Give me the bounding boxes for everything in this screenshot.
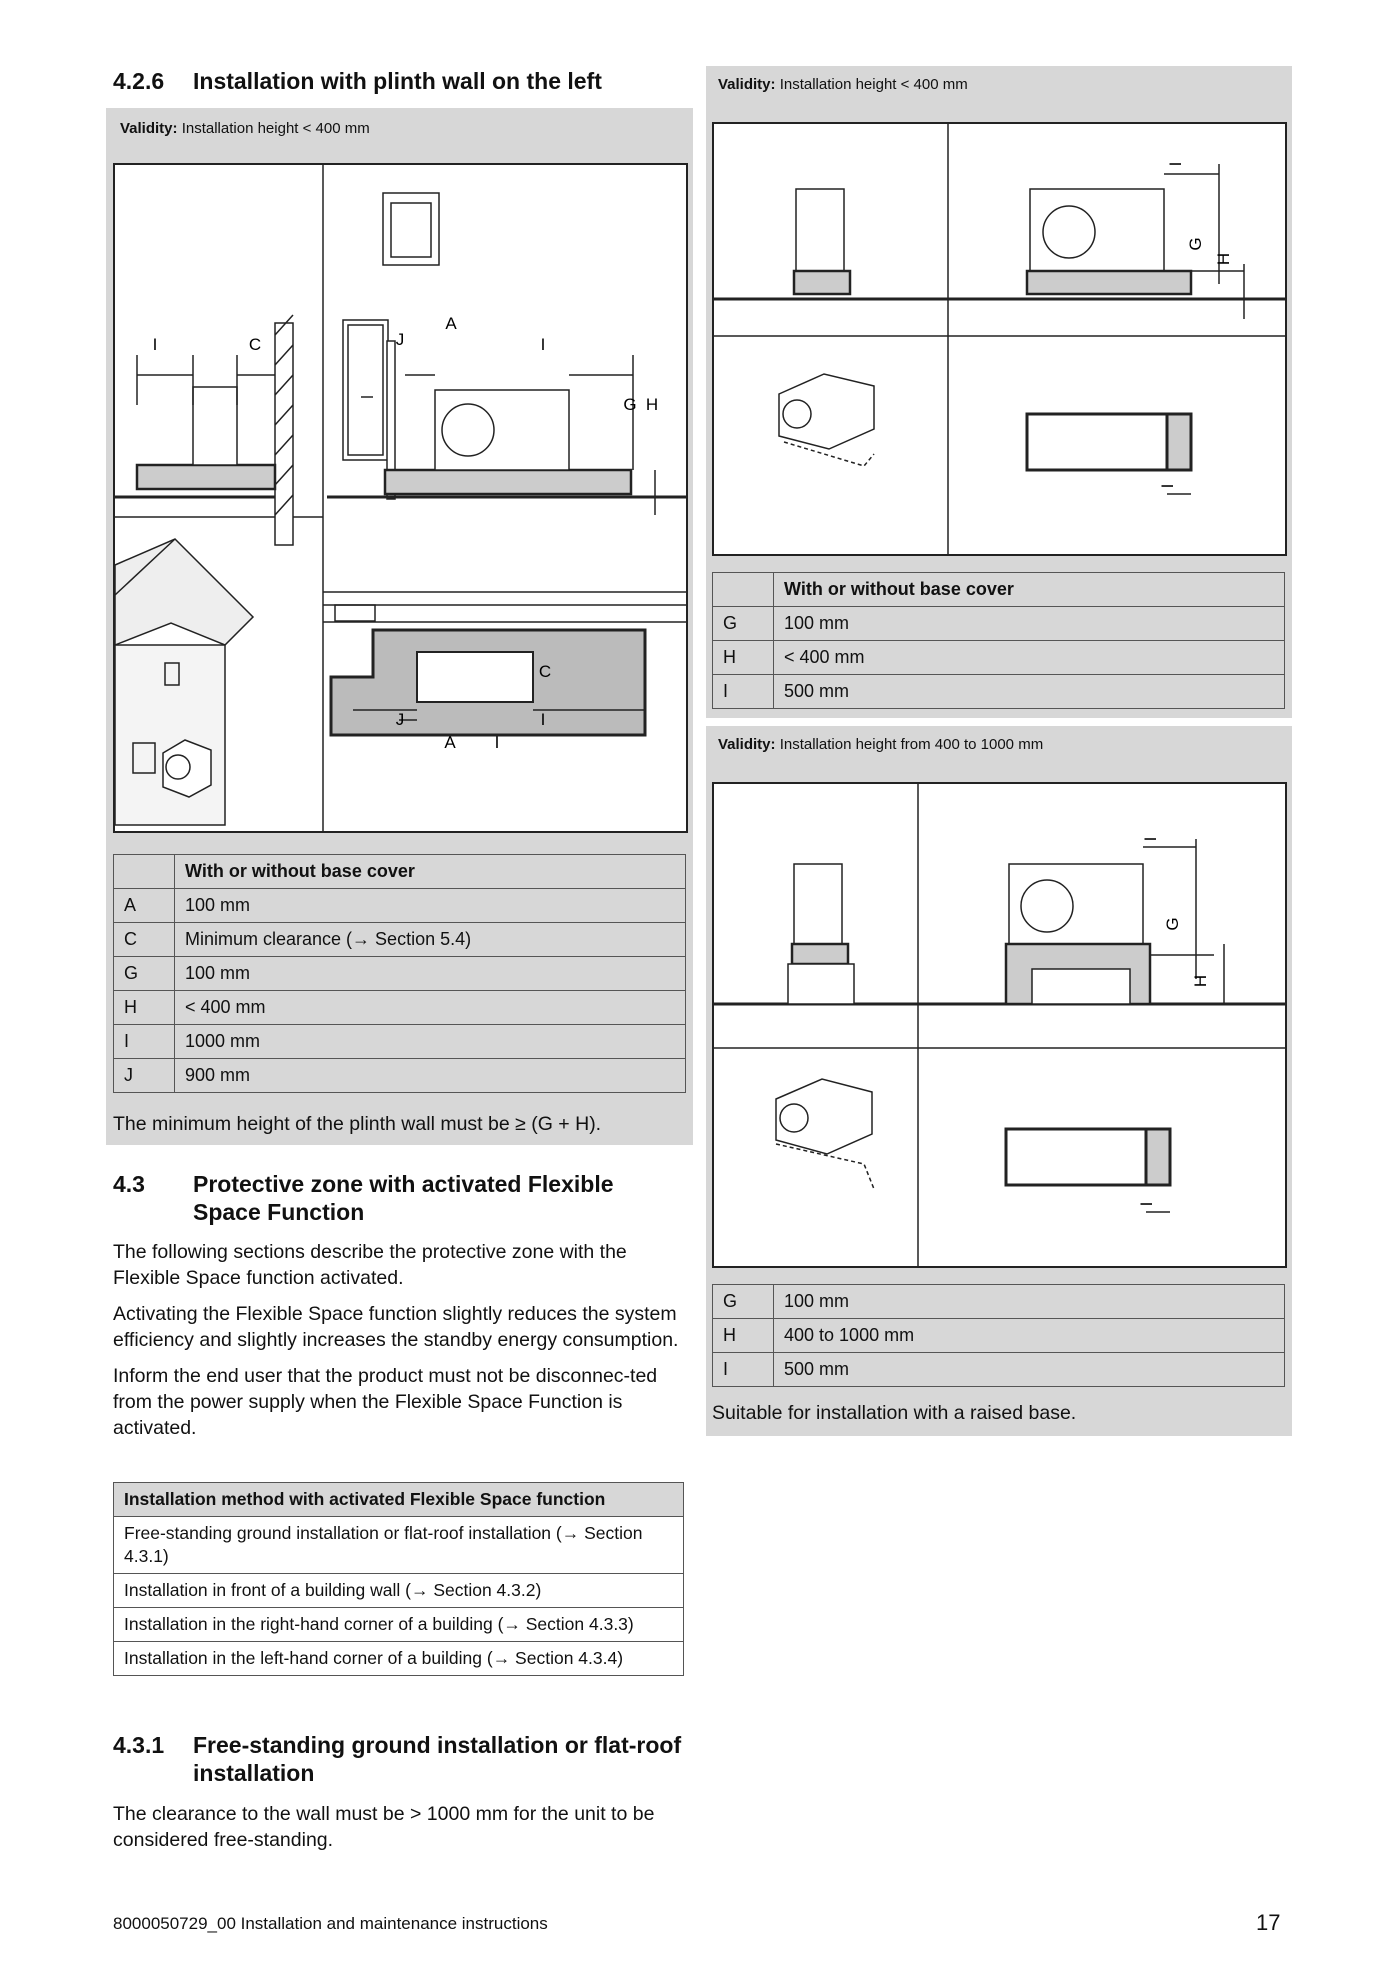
installation-method-table xyxy=(113,1482,684,1676)
validity-label: Validity: xyxy=(718,76,776,93)
table-row: I 500 mm xyxy=(713,675,1285,709)
dim-label-g: G xyxy=(1163,917,1182,931)
validity-text: Installation height from 400 to 1000 mm xyxy=(779,736,1044,753)
paragraph: The clearance to the wall must be > 1000 mm for the unit to be considered free-standing. xyxy=(113,1803,655,1851)
dim-label-c2: C xyxy=(538,662,552,681)
validity-line xyxy=(718,736,1043,753)
dim-label-j2: J xyxy=(395,710,405,729)
dim-label-i2: I xyxy=(1158,483,1177,489)
validity-line xyxy=(120,120,370,137)
paragraph: Activating the Flexible Space function slightly reduces the system efficiency and slightly increases the standby energy consumption. xyxy=(113,1303,679,1351)
paragraph: The following sections describe the protective zone with the Flexible Space function activated. xyxy=(113,1241,627,1289)
plinth-wall-table xyxy=(113,854,686,1093)
table-row: H < 400 mm xyxy=(114,991,686,1025)
dim-label-h: H xyxy=(645,395,659,414)
dim-label-i: I xyxy=(1141,836,1160,842)
table-row: I 1000 mm xyxy=(114,1025,686,1059)
paragraph: Inform the end user that the product must not be disconnec-ted from the power supply when the Flexible Space Function is activated. xyxy=(113,1365,658,1439)
table-row: A 100 mm xyxy=(114,889,686,923)
right-bottom-table xyxy=(712,1284,1285,1387)
dim-label-i2: I xyxy=(1137,1201,1156,1207)
table-header: With or without base cover xyxy=(175,855,686,889)
plinth-wall-box xyxy=(106,108,693,1145)
dim-label-a2: A xyxy=(444,733,456,752)
right-bottom-diagram xyxy=(714,784,1285,1266)
section-title-line2: installation xyxy=(193,1760,315,1786)
table-row: Free-standing ground installation or flat-roof installation (→ Section 4.3.1) xyxy=(114,1517,684,1574)
dim-label-h: H xyxy=(1214,252,1233,266)
right-top-diagram xyxy=(714,124,1285,554)
plinth-wall-diagram xyxy=(115,165,686,831)
section-43-heading xyxy=(113,1170,614,1226)
footer-doc-id: 8000050729_00 Installation and maintenance instructions xyxy=(113,1914,548,1933)
table-row: G 100 mm xyxy=(713,1285,1285,1319)
dim-label-i4: I xyxy=(494,733,500,752)
table-header-row xyxy=(114,855,686,889)
section-43-body xyxy=(113,1239,693,1441)
table-row: H < 400 mm xyxy=(713,641,1285,675)
right-top-box xyxy=(706,66,1292,718)
section-title-line1: Free-standing ground installation or flat-roof xyxy=(193,1732,682,1758)
dim-label-h: H xyxy=(1191,974,1210,988)
plinth-note: The minimum height of the plinth wall must be ≥ (G + H). xyxy=(113,1113,602,1135)
dim-label-c: C xyxy=(248,335,262,354)
section-heading xyxy=(113,68,602,95)
table-header-row xyxy=(713,573,1285,607)
dim-label-i: I xyxy=(152,335,158,354)
validity-line xyxy=(718,76,968,93)
table-row: Installation in the right-hand corner of a building (→ Section 4.3.3) xyxy=(114,1608,684,1642)
table-row: Installation in the left-hand corner of a building (→ Section 4.3.4) xyxy=(114,1642,684,1676)
section-number: 4.3.1 xyxy=(113,1732,165,1758)
table-row: H 400 to 1000 mm xyxy=(713,1319,1285,1353)
right-bottom-box xyxy=(706,726,1292,1436)
section-number: 4.3 xyxy=(113,1171,145,1197)
table-header: With or without base cover xyxy=(774,573,1285,607)
table-header-row xyxy=(114,1483,684,1517)
section-title: Installation with plinth wall on the left xyxy=(193,68,602,94)
table-row: G 100 mm xyxy=(713,607,1285,641)
page-number: 17 xyxy=(1256,1910,1281,1935)
dim-label-j: J xyxy=(395,330,405,349)
table-row: Installation in front of a building wall (→ Section 4.3.2) xyxy=(114,1574,684,1608)
dim-label-a: A xyxy=(445,314,457,333)
section-431-heading xyxy=(113,1731,681,1787)
table-row: J 900 mm xyxy=(114,1059,686,1093)
dim-label-i2: I xyxy=(540,335,546,354)
validity-text: Installation height < 400 mm xyxy=(181,120,370,137)
right-top-table xyxy=(712,572,1285,709)
section-title-line2: Space Function xyxy=(193,1199,365,1225)
dim-label-i: I xyxy=(1166,161,1185,167)
right-bottom-figure xyxy=(712,782,1287,1268)
table-row: G 100 mm xyxy=(114,957,686,991)
right-top-figure xyxy=(712,122,1287,556)
table-header: Installation method with activated Flexible Space function xyxy=(114,1483,684,1517)
plinth-wall-figure xyxy=(113,163,688,833)
dim-label-g: G xyxy=(623,395,637,414)
raised-base-note: Suitable for installation with a raised base. xyxy=(712,1402,1077,1424)
validity-label: Validity: xyxy=(718,736,776,753)
validity-label: Validity: xyxy=(120,120,178,137)
table-row: C Minimum clearance (→ Section 5.4) xyxy=(114,923,686,957)
section-title-line1: Protective zone with activated Flexible xyxy=(193,1171,614,1197)
dim-label-i3: I xyxy=(540,710,546,729)
table-row: I 500 mm xyxy=(713,1353,1285,1387)
dim-label-g: G xyxy=(1186,237,1205,251)
validity-text: Installation height < 400 mm xyxy=(779,76,968,93)
section-number: 4.2.6 xyxy=(113,68,165,94)
